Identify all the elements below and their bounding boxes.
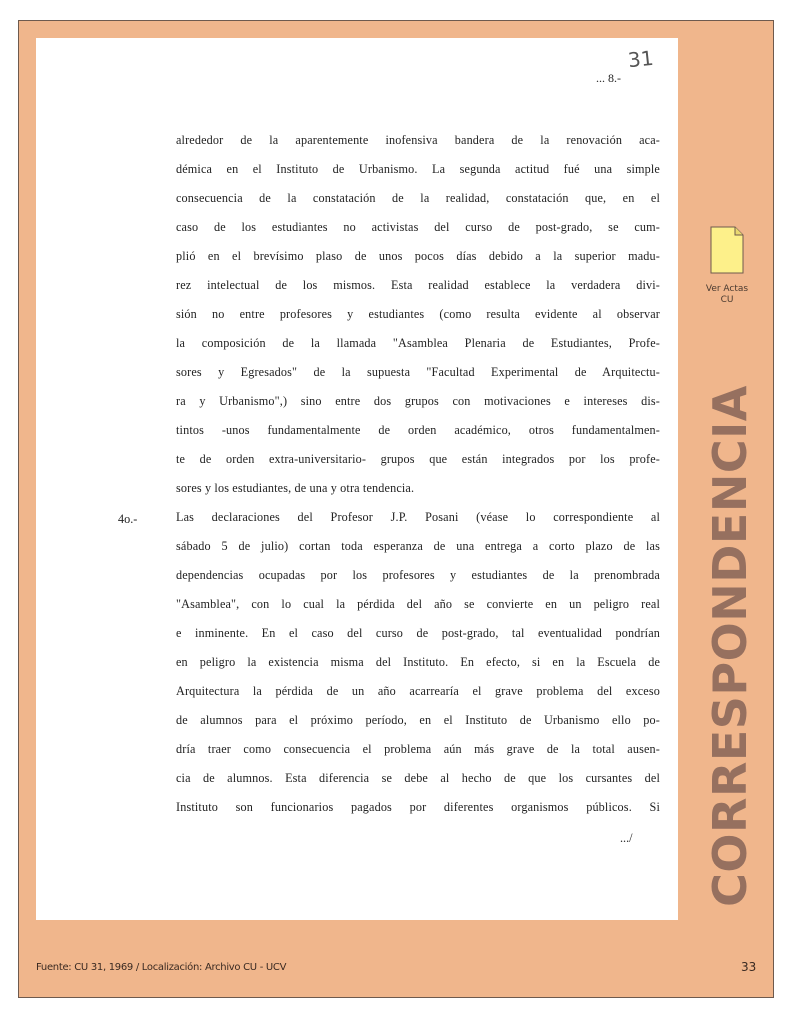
text-line: Las declaraciones del Profesor J.P. Posani (véase lo correspondiente al — [176, 510, 660, 524]
text-line: rez intelectual de los mismos. Esta realidad establece la verdadera divi- — [176, 278, 660, 292]
ver-actas-label-cu: CU — [720, 295, 734, 305]
text-line: plió en el brevísimo plaso de unos pocos días debido a la superior madu- — [176, 249, 660, 263]
footer-page-number: 33 — [741, 960, 757, 974]
text-line: "Asamblea", con lo cual la pérdida del año se convierte en un peligro real — [176, 597, 660, 611]
section-title: CORRESPONDENCIA — [703, 385, 757, 907]
text-line: la composición de la llamada "Asamblea Plenaria de Estudiantes, Profe- — [176, 336, 660, 350]
text-line: cia de alumnos. Esta diferencia se debe al hecho de que los cursantes del — [176, 771, 660, 785]
text-line: en peligro la existencia misma del Instituto. En efecto, si en la Escuela de — [176, 655, 660, 669]
text-line: tintos -unos fundamentalmente de orden académico, otros fundamentalmen- — [176, 423, 660, 437]
text-line: de alumnos para el próximo período, en el Instituto de Urbanismo ello po- — [176, 713, 660, 727]
footer-source: Fuente: CU 31, 1969 / Localización: Archivo CU - UCV — [36, 962, 287, 973]
text-line: sores y los estudiantes, de una y otra tendencia. — [176, 481, 415, 495]
document-page-marker: ... 8.- — [596, 71, 621, 85]
continuation-mark: .../ — [620, 831, 633, 845]
handwritten-page-number: 31 — [626, 45, 655, 73]
document-icon[interactable] — [710, 226, 744, 274]
text-line: consecuencia de la constatación de la realidad, constatación que, en el — [176, 191, 660, 205]
text-line: dría traer como consecuencia el problema aún más grave de la total ausen- — [176, 742, 660, 756]
text-line: ra y Urbanismo",) sino entre dos grupos con motivaciones e intereses dis- — [176, 394, 660, 408]
text-line: démica en el Instituto de Urbanismo. La segunda actitud fué una simple — [176, 162, 660, 176]
text-line: alrededor de la aparentemente inofensiva bandera de la renovación aca- — [176, 133, 660, 147]
ver-actas-label: Ver Actas — [705, 284, 749, 294]
ver-actas-link[interactable] — [694, 284, 760, 306]
document-body — [176, 126, 660, 822]
text-line: dependencias ocupadas por los profesores y estudiantes de la prenombrada — [176, 568, 660, 582]
item-number: 4o.- — [118, 512, 138, 526]
text-line: Arquitectura la pérdida de un año acarrearía el grave problema del exceso — [176, 684, 660, 698]
text-line: te de orden extra-universitario- grupos que están integrados por los profe- — [176, 452, 660, 466]
text-line: Instituto son funcionarios pagados por diferentes organismos públicos. Si — [176, 800, 660, 814]
text-line: sábado 5 de julio) cortan toda esperanza de una entrega a corto plazo de las — [176, 539, 660, 553]
text-line: caso de los estudiantes no activistas del curso de post-grado, se cum- — [176, 220, 660, 234]
text-line: sión no entre profesores y estudiantes (como resulta evidente al observar — [176, 307, 660, 321]
text-line: e inminente. En el caso del curso de post-grado, tal eventualidad pondrían — [176, 626, 660, 640]
text-line: sores y Egresados" de la supuesta "Facultad Experimental de Arquitectu- — [176, 365, 660, 379]
